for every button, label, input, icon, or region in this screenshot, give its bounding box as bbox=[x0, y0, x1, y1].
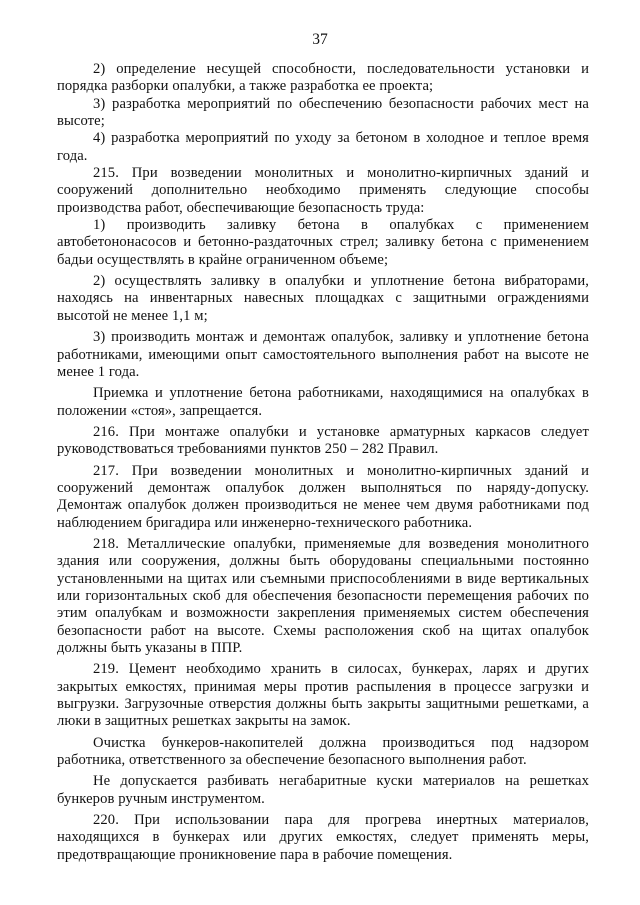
clause-219-cleaning: Очистка бункеров-накопителей должна производиться под надзором работника, ответственного за обеспечение безопасного выполнения работ. bbox=[57, 734, 589, 769]
clause-216: 216. При монтаже опалубки и установке арматурных каркасов следует руководствоваться требованиями пунктов 250 – 282 Правил. bbox=[57, 423, 589, 458]
list-item-2-bearing-capacity: 2) определение несущей способности, последовательности установки и порядка разборки опалубки, а также разработка ее проекта; bbox=[57, 61, 589, 95]
page-number: 37 bbox=[312, 31, 328, 48]
list-item-3-workplace-safety: 3) разработка мероприятий по обеспечению безопасности рабочих мест на высоте; bbox=[57, 95, 589, 130]
clause-215-item-2: 2) осуществлять заливку в опалубки и уплотнение бетона вибраторами, находясь на инвентарных навесных площадках с защитными ограждениями высотой не менее 1,1 м; bbox=[57, 273, 589, 324]
clause-217: 217. При возведении монолитных и монолитно-кирпичных зданий и сооружений демонтаж опалубок должен выполняться по наряду-допуску. Демонтаж опалубок должен производиться не менее чем двумя работниками под наблюдением бригадира или инженерно-технического работника. bbox=[57, 462, 589, 531]
clause-219-prohibition: Не допускается разбивать негабаритные куски материалов на решетках бункеров ручным инструментом. bbox=[57, 773, 589, 807]
clause-215-item-1: 1) производить заливку бетона в опалубках с применением автобетононасосов и бетонно-раздаточных стрел; заливку бетона с применением бадьи осуществлять в крайне ограниченном объеме; bbox=[57, 217, 589, 268]
document-body bbox=[57, 61, 589, 864]
clause-218: 218. Металлические опалубки, применяемые для возведения монолитного здания или сооружения, должны быть оборудованы специальными постоянно установленными на щитах или съемными приспособлениями в виде вертикальных или горизонтальных скоб для обеспечения безопасности перемещения рабочих по этим опалубкам и возможности закрепления применяемых систем обеспечения безопасности работ на высоте. Схемы расположения скоб на щитах опалубок должны быть указаны в ППР. bbox=[57, 535, 589, 656]
clause-220: 220. При использовании пара для прогрева инертных материалов, находящихся в бункерах или других емкостях, следует применять меры, предотвращающие проникновение пара в рабочие помещения. bbox=[57, 812, 589, 863]
list-item-4-concrete-care: 4) разработка мероприятий по уходу за бетоном в холодное и теплое время года. bbox=[57, 130, 589, 164]
clause-215: 215. При возведении монолитных и монолитно-кирпичных зданий и сооружений дополнительно необходимо применять следующие способы производства работ, обеспечивающие безопасность труда: bbox=[57, 165, 589, 216]
clause-215-note: Приемка и уплотнение бетона работниками, находящимися на опалубках в положении «стоя», запрещается. bbox=[57, 385, 589, 419]
clause-219: 219. Цемент необходимо хранить в силосах, бункерах, ларях и других закрытых емкостях, принимая меры против распыления в процессе загрузки и выгрузки. Загрузочные отверстия должны быть закрыты защитными решетками, а люки в защитных решетках закрыты на замок. bbox=[57, 661, 589, 730]
clause-215-item-3: 3) производить монтаж и демонтаж опалубок, заливку и уплотнение бетона работниками, имеющими опыт самостоятельного выполнения работ на высоте не менее 1 года. bbox=[57, 329, 589, 380]
